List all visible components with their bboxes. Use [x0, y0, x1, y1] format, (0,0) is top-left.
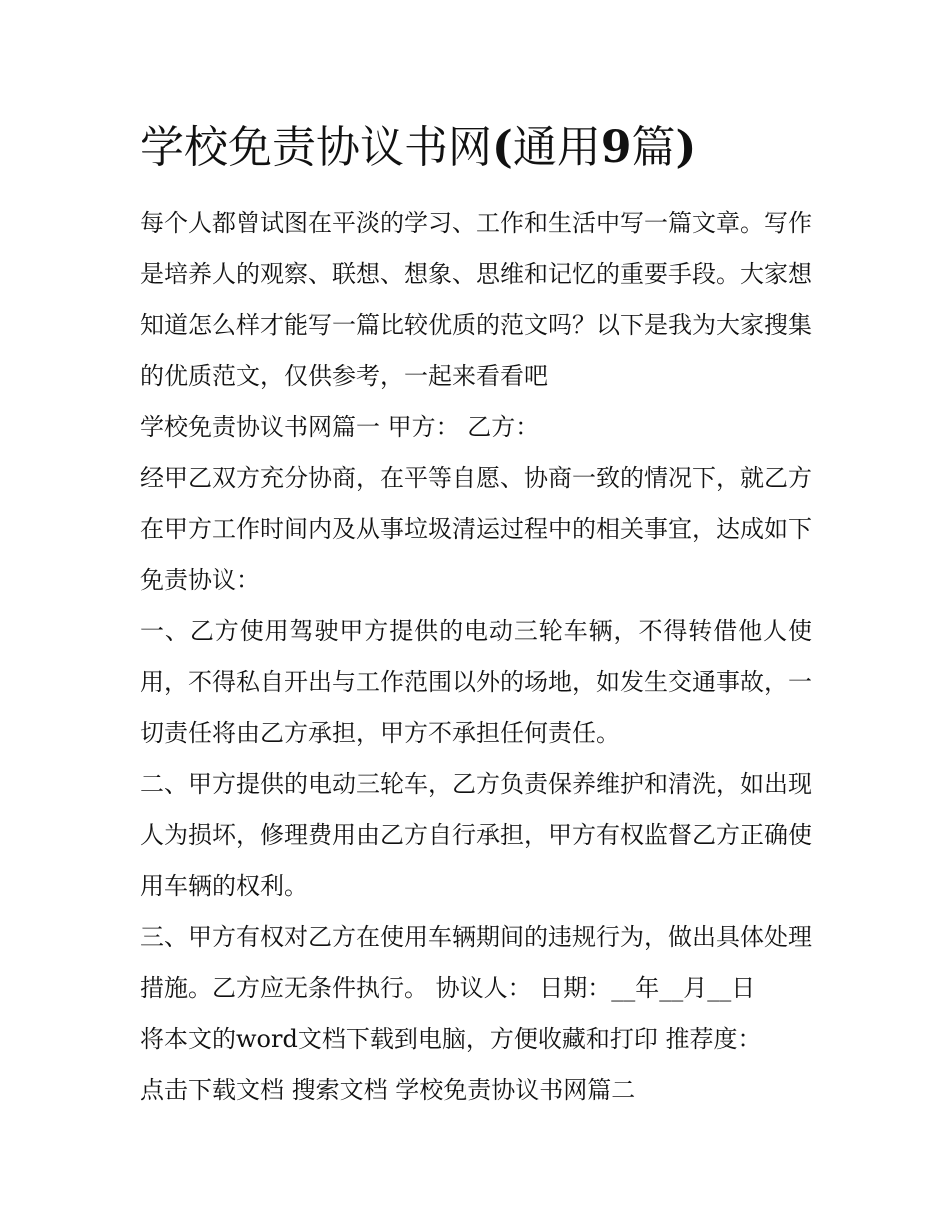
clause-two: 二、甲方提供的电动三轮车，乙方负责保养维护和清洗，如出现人为损坏，修理费用由乙方自行承担，甲方有权监督乙方正确使用车辆的权利。 — [140, 770, 812, 900]
intro-paragraph: 每个人都曾试图在平淡的学习、工作和生活中写一篇文章。写作是培养人的观察、联想、想象、思维和记忆的重要手段。大家想知道怎么样才能写一篇比较优质的范文吗？以下是我为大家搜集的优质范文，仅供参考，一起来看看吧 — [140, 209, 812, 390]
document-page — [140, 116, 812, 1116]
title-part2: 通用 — [512, 122, 601, 173]
title-paren-open: ( — [492, 122, 513, 173]
title-part3: 篇 — [631, 122, 676, 173]
clause-three: 三、甲方有权对乙方在使用车辆期间的违规行为，做出具体处理措施。乙方应无条件执行。 协议人： 日期：__年__月__日 — [140, 923, 812, 1002]
title-number: 9 — [600, 122, 632, 173]
download-links: 点击下载文档 搜索文档 学校免责协议书网篇二 — [140, 1076, 636, 1104]
agreement-preamble: 经甲乙双方充分协商，在平等自愿、协商一致的情况下，就乙方在甲方工作时间内及从事垃圾清运过程中的相关事宜，达成如下免责协议： — [140, 464, 812, 594]
download-note: 将本文的word文档下载到电脑，方便收藏和打印 推荐度： — [140, 1025, 762, 1053]
title-paren-close: ) — [675, 122, 697, 173]
section-one-heading: 学校免责协议书网篇一 甲方： 乙方： — [140, 413, 540, 441]
title-part1: 学校免责协议书网 — [140, 122, 492, 173]
page-title — [140, 116, 812, 180]
clause-one: 一、乙方使用驾驶甲方提供的电动三轮车辆，不得转借他人使用，不得私自开出与工作范围以外的场地，如发生交通事故，一切责任将由乙方承担，甲方不承担任何责任。 — [140, 617, 812, 747]
